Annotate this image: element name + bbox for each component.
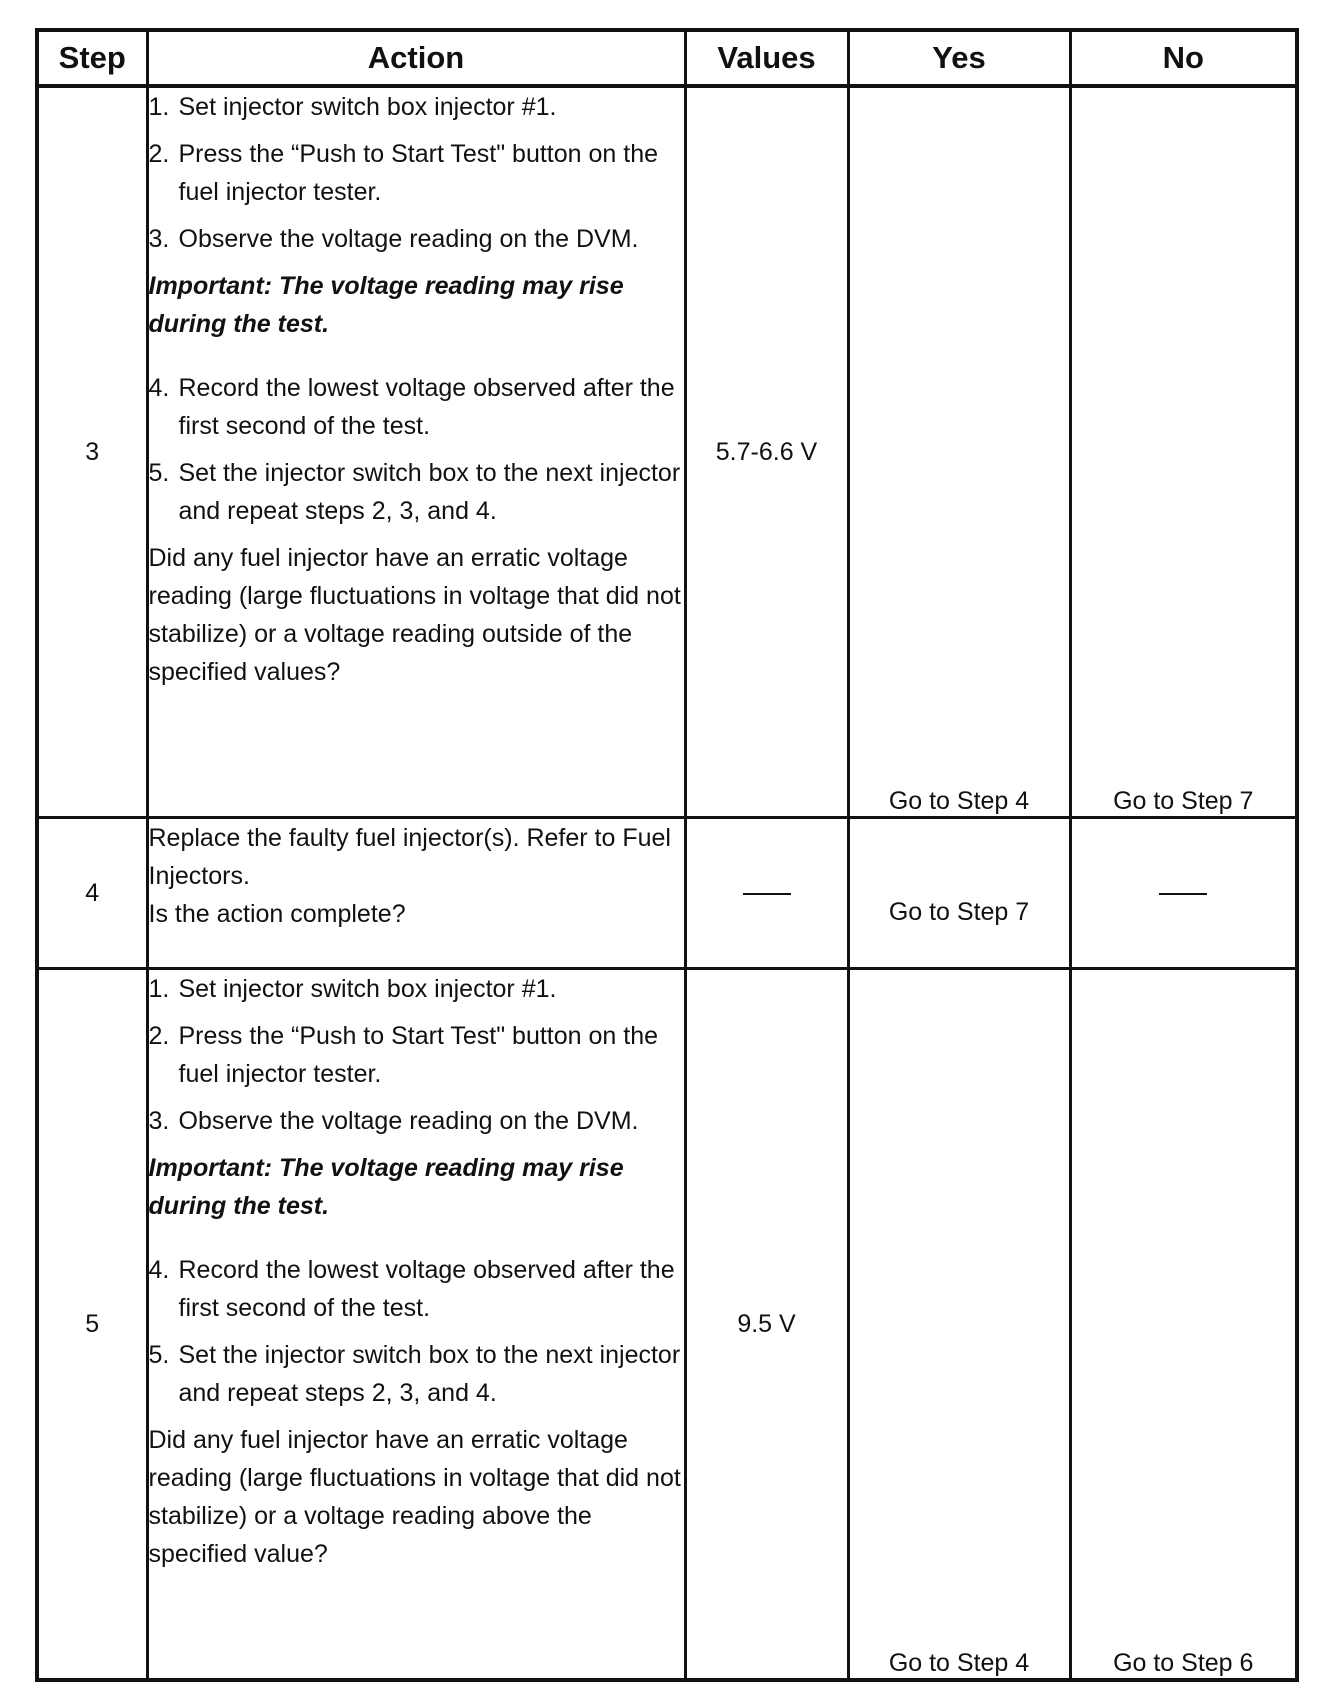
no-cell	[1070, 818, 1297, 969]
action-step-text: Set injector switch box injector #1.	[178, 975, 557, 1003]
action-step: 3. Observe the voltage reading on the DVM.	[148, 1107, 639, 1135]
action-step-text: Set injector switch box injector #1.	[178, 93, 557, 121]
dash-icon	[1159, 893, 1207, 895]
action-step: 4. Record the lowest voltage observed after the first second of the test.	[148, 374, 675, 440]
important-note: Important: The voltage reading may rise during the test.	[148, 272, 624, 338]
action-step-text: Observe the voltage reading on the DVM.	[178, 1107, 639, 1135]
no-cell: Go to Step 6	[1070, 969, 1297, 1681]
action-step-text: Set the injector switch box to the next injector and repeat steps 2, 3, and 4.	[178, 459, 681, 525]
dash-icon	[743, 893, 791, 895]
action-step-text: Record the lowest voltage observed after the first second of the test.	[178, 1256, 675, 1322]
action-step-text: Record the lowest voltage observed after the first second of the test.	[178, 374, 675, 440]
action-step: 2. Press the “Push to Start Test" button on the fuel injector tester.	[148, 140, 659, 206]
action-steps	[149, 970, 684, 1140]
value-cell: 5.7-6.6 V	[685, 86, 848, 818]
action-steps	[149, 88, 684, 258]
action-step-text: Observe the voltage reading on the DVM.	[178, 225, 639, 253]
action-step: 5. Set the injector switch box to the next injector and repeat steps 2, 3, and 4.	[148, 459, 681, 525]
yes-cell	[848, 818, 1070, 969]
yes-text: Go to Step 7	[888, 897, 1030, 926]
step-number: 3	[37, 86, 147, 818]
action-step-text: Press the “Push to Start Test" button on the fuel injector tester.	[178, 1022, 659, 1088]
action-cell	[147, 969, 685, 1681]
action-step: 1. Set injector switch box injector #1.	[148, 975, 557, 1003]
header-row	[37, 30, 1297, 86]
action-step-text: Set the injector switch box to the next injector and repeat steps 2, 3, and 4.	[178, 1341, 681, 1407]
table-row	[37, 818, 1297, 969]
step-number: 5	[37, 969, 147, 1681]
action-steps	[149, 369, 684, 530]
action-steps	[149, 1251, 684, 1412]
header-no: No	[1070, 30, 1297, 86]
table-row	[37, 969, 1297, 1681]
table-row	[37, 86, 1297, 818]
action-step: 1. Set injector switch box injector #1.	[148, 93, 557, 121]
value-cell	[685, 818, 848, 969]
header-step: Step	[37, 30, 147, 86]
header-values: Values	[685, 30, 848, 86]
question-text: Did any fuel injector have an erratic voltage reading (large fluctuations in voltage that did not stabilize) or a voltage reading outside of the specified values?	[148, 544, 681, 686]
action-cell	[147, 86, 685, 818]
diagnostic-table	[35, 28, 1299, 1682]
no-cell: Go to Step 7	[1070, 86, 1297, 818]
yes-cell: Go to Step 4	[848, 969, 1070, 1681]
header-action: Action	[147, 30, 685, 86]
action-text: Replace the faulty fuel injector(s). Refer to Fuel Injectors.	[148, 824, 671, 890]
action-step: 4. Record the lowest voltage observed after the first second of the test.	[148, 1256, 675, 1322]
important-note: Important: The voltage reading may rise during the test.	[148, 1154, 624, 1220]
action-step: 5. Set the injector switch box to the next injector and repeat steps 2, 3, and 4.	[148, 1341, 681, 1407]
action-step-text: Press the “Push to Start Test" button on the fuel injector tester.	[178, 140, 659, 206]
question-text: Is the action complete?	[148, 900, 406, 928]
action-cell	[147, 818, 685, 969]
action-step: 3. Observe the voltage reading on the DVM.	[148, 225, 639, 253]
header-yes: Yes	[848, 30, 1070, 86]
step-number: 4	[37, 818, 147, 969]
action-step: 2. Press the “Push to Start Test" button on the fuel injector tester.	[148, 1022, 659, 1088]
question-text: Did any fuel injector have an erratic voltage reading (large fluctuations in voltage that did not stabilize) or a voltage reading above the specified value?	[148, 1426, 681, 1568]
yes-cell: Go to Step 4	[848, 86, 1070, 818]
value-cell: 9.5 V	[685, 969, 848, 1681]
